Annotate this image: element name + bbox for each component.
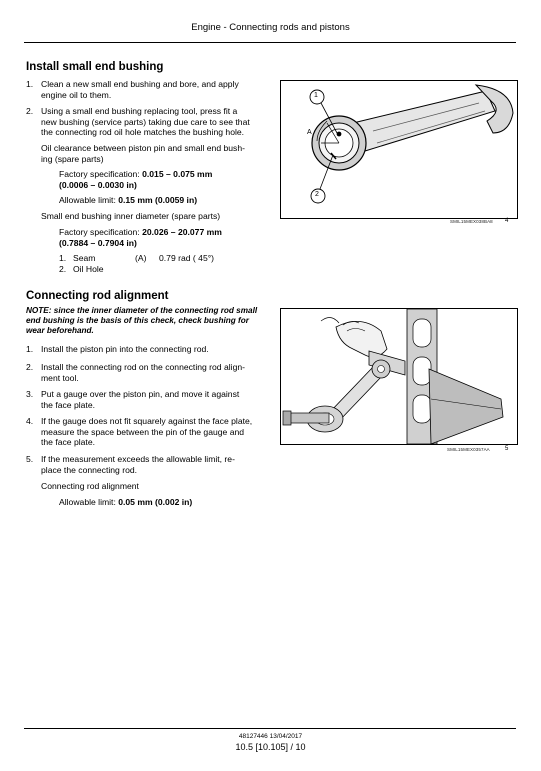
note-prefix: NOTE: xyxy=(26,306,52,315)
allowable-value: 0.15 mm (0.0059 in) xyxy=(118,195,198,205)
alignment-label: Connecting rod alignment xyxy=(41,481,139,491)
legend-key: (A) xyxy=(135,253,147,263)
angle-a-label: A xyxy=(307,129,312,136)
allowable-label: Allowable limit: xyxy=(59,497,116,507)
step-text-line: the face plate. xyxy=(41,437,95,448)
step-number: 4. xyxy=(26,416,34,426)
legend-label: Oil Hole xyxy=(73,264,104,274)
step-text-line: Install the connecting rod on the connecting rod align- xyxy=(41,362,245,372)
alignment-tool-illustration xyxy=(281,309,517,444)
note-line: wear beforehand. xyxy=(26,326,94,335)
step-text-line: Using a small end bushing replacing tool, press fit a xyxy=(41,106,238,116)
allowable-limit-1 xyxy=(59,195,197,206)
legend-num: 1. xyxy=(59,253,67,263)
note-line: end bushing is the basis of this check, check bushing for xyxy=(26,316,249,325)
step-number: 2. xyxy=(26,106,34,116)
callout-2-label: 2 xyxy=(315,191,319,198)
step-text-line: If the measurement exceeds the allowable limit, re- xyxy=(41,454,235,464)
oil-clearance-line: ing (spare parts) xyxy=(41,153,104,164)
align-step-5 xyxy=(26,454,271,476)
step-text-line: Clean a new small end bushing and bore, and apply xyxy=(41,79,239,89)
header-rule xyxy=(24,42,516,43)
figure-4-number: 4 xyxy=(505,218,509,224)
legend-label: Seam xyxy=(73,253,96,263)
align-step-1 xyxy=(26,344,271,355)
align-step-2 xyxy=(26,362,271,384)
step-text-line: new bushing (service parts) taking due care to see that xyxy=(41,116,250,127)
allowable-value: 0.05 mm (0.002 in) xyxy=(118,497,193,507)
allowable-limit-2 xyxy=(59,497,192,508)
step-2 xyxy=(26,106,266,139)
figure-rod-alignment-tool xyxy=(280,308,518,445)
footer-rule xyxy=(24,728,516,729)
footer-doc-ref: 48127446 13/04/2017 xyxy=(238,733,303,740)
step-text-line: measure the space between the pin of the gauge and xyxy=(41,426,245,437)
align-step-4 xyxy=(26,416,271,449)
figure-4-caption: SMIL15MEX038BA8 xyxy=(450,219,493,224)
section-title-install-bushing: Install small end bushing xyxy=(26,61,164,73)
figure-5-number: 5 xyxy=(505,446,509,452)
factory-spec-2 xyxy=(59,227,222,238)
factory-spec-1 xyxy=(59,169,212,180)
section-title-rod-alignment: Connecting rod alignment xyxy=(26,290,169,302)
factory-spec-inch: (0.0006 – 0.0030 in) xyxy=(59,180,137,190)
callout-1-label: 1 xyxy=(314,92,318,99)
legend-num: 2. xyxy=(59,264,67,274)
figure-5-caption: SMIL15MEX0357AA xyxy=(447,447,490,452)
step-number: 2. xyxy=(26,362,34,372)
align-step-3 xyxy=(26,389,271,411)
step-text-line: Put a gauge over the piston pin, and move it against xyxy=(41,389,240,399)
legend-row-2 xyxy=(59,264,269,275)
step-text-line: the connecting rod oil hole matches the bushing hole. xyxy=(41,127,245,138)
step-number: 1. xyxy=(26,79,34,89)
step-text-line: engine oil to them. xyxy=(41,89,112,100)
factory-spec-value: 20.026 – 20.077 mm xyxy=(142,227,222,237)
legend-row-1 xyxy=(59,253,269,264)
step-text-line: the face plate. xyxy=(41,399,95,410)
step-text-line: ment tool. xyxy=(41,372,79,383)
inner-diameter-label: Small end bushing inner diameter (spare parts) xyxy=(41,211,221,221)
allowable-label: Allowable limit: xyxy=(59,195,116,205)
step-text-line: If the gauge does not fit squarely against the face plate, xyxy=(41,416,253,426)
factory-spec-2-inch: (0.7884 – 0.7904 in) xyxy=(59,238,137,248)
step-number: 5. xyxy=(26,454,34,464)
oil-clearance-line: Oil clearance between piston pin and small end bush- xyxy=(41,143,245,153)
factory-spec-label: Factory specification: xyxy=(59,169,140,179)
page-header-title: Engine - Connecting rods and pistons xyxy=(191,22,350,33)
step-text-line: place the connecting rod. xyxy=(41,464,138,475)
step-1 xyxy=(26,79,266,101)
footer-page-number: 10.5 [10.105] / 10 xyxy=(235,742,306,752)
note-line: since the inner diameter of the connecting rod small xyxy=(51,306,258,315)
step-number: 3. xyxy=(26,389,34,399)
step-text-line: Install the piston pin into the connecting rod. xyxy=(41,344,209,354)
legend-value: 0.79 rad ( 45°) xyxy=(159,253,215,263)
factory-spec-label: Factory specification: xyxy=(59,227,140,237)
oil-clearance-label xyxy=(41,143,271,164)
factory-spec-value: 0.015 – 0.075 mm xyxy=(142,169,213,179)
figure-connecting-rod-bushing xyxy=(280,80,518,219)
step-number: 1. xyxy=(26,344,34,354)
note-block xyxy=(26,306,271,336)
